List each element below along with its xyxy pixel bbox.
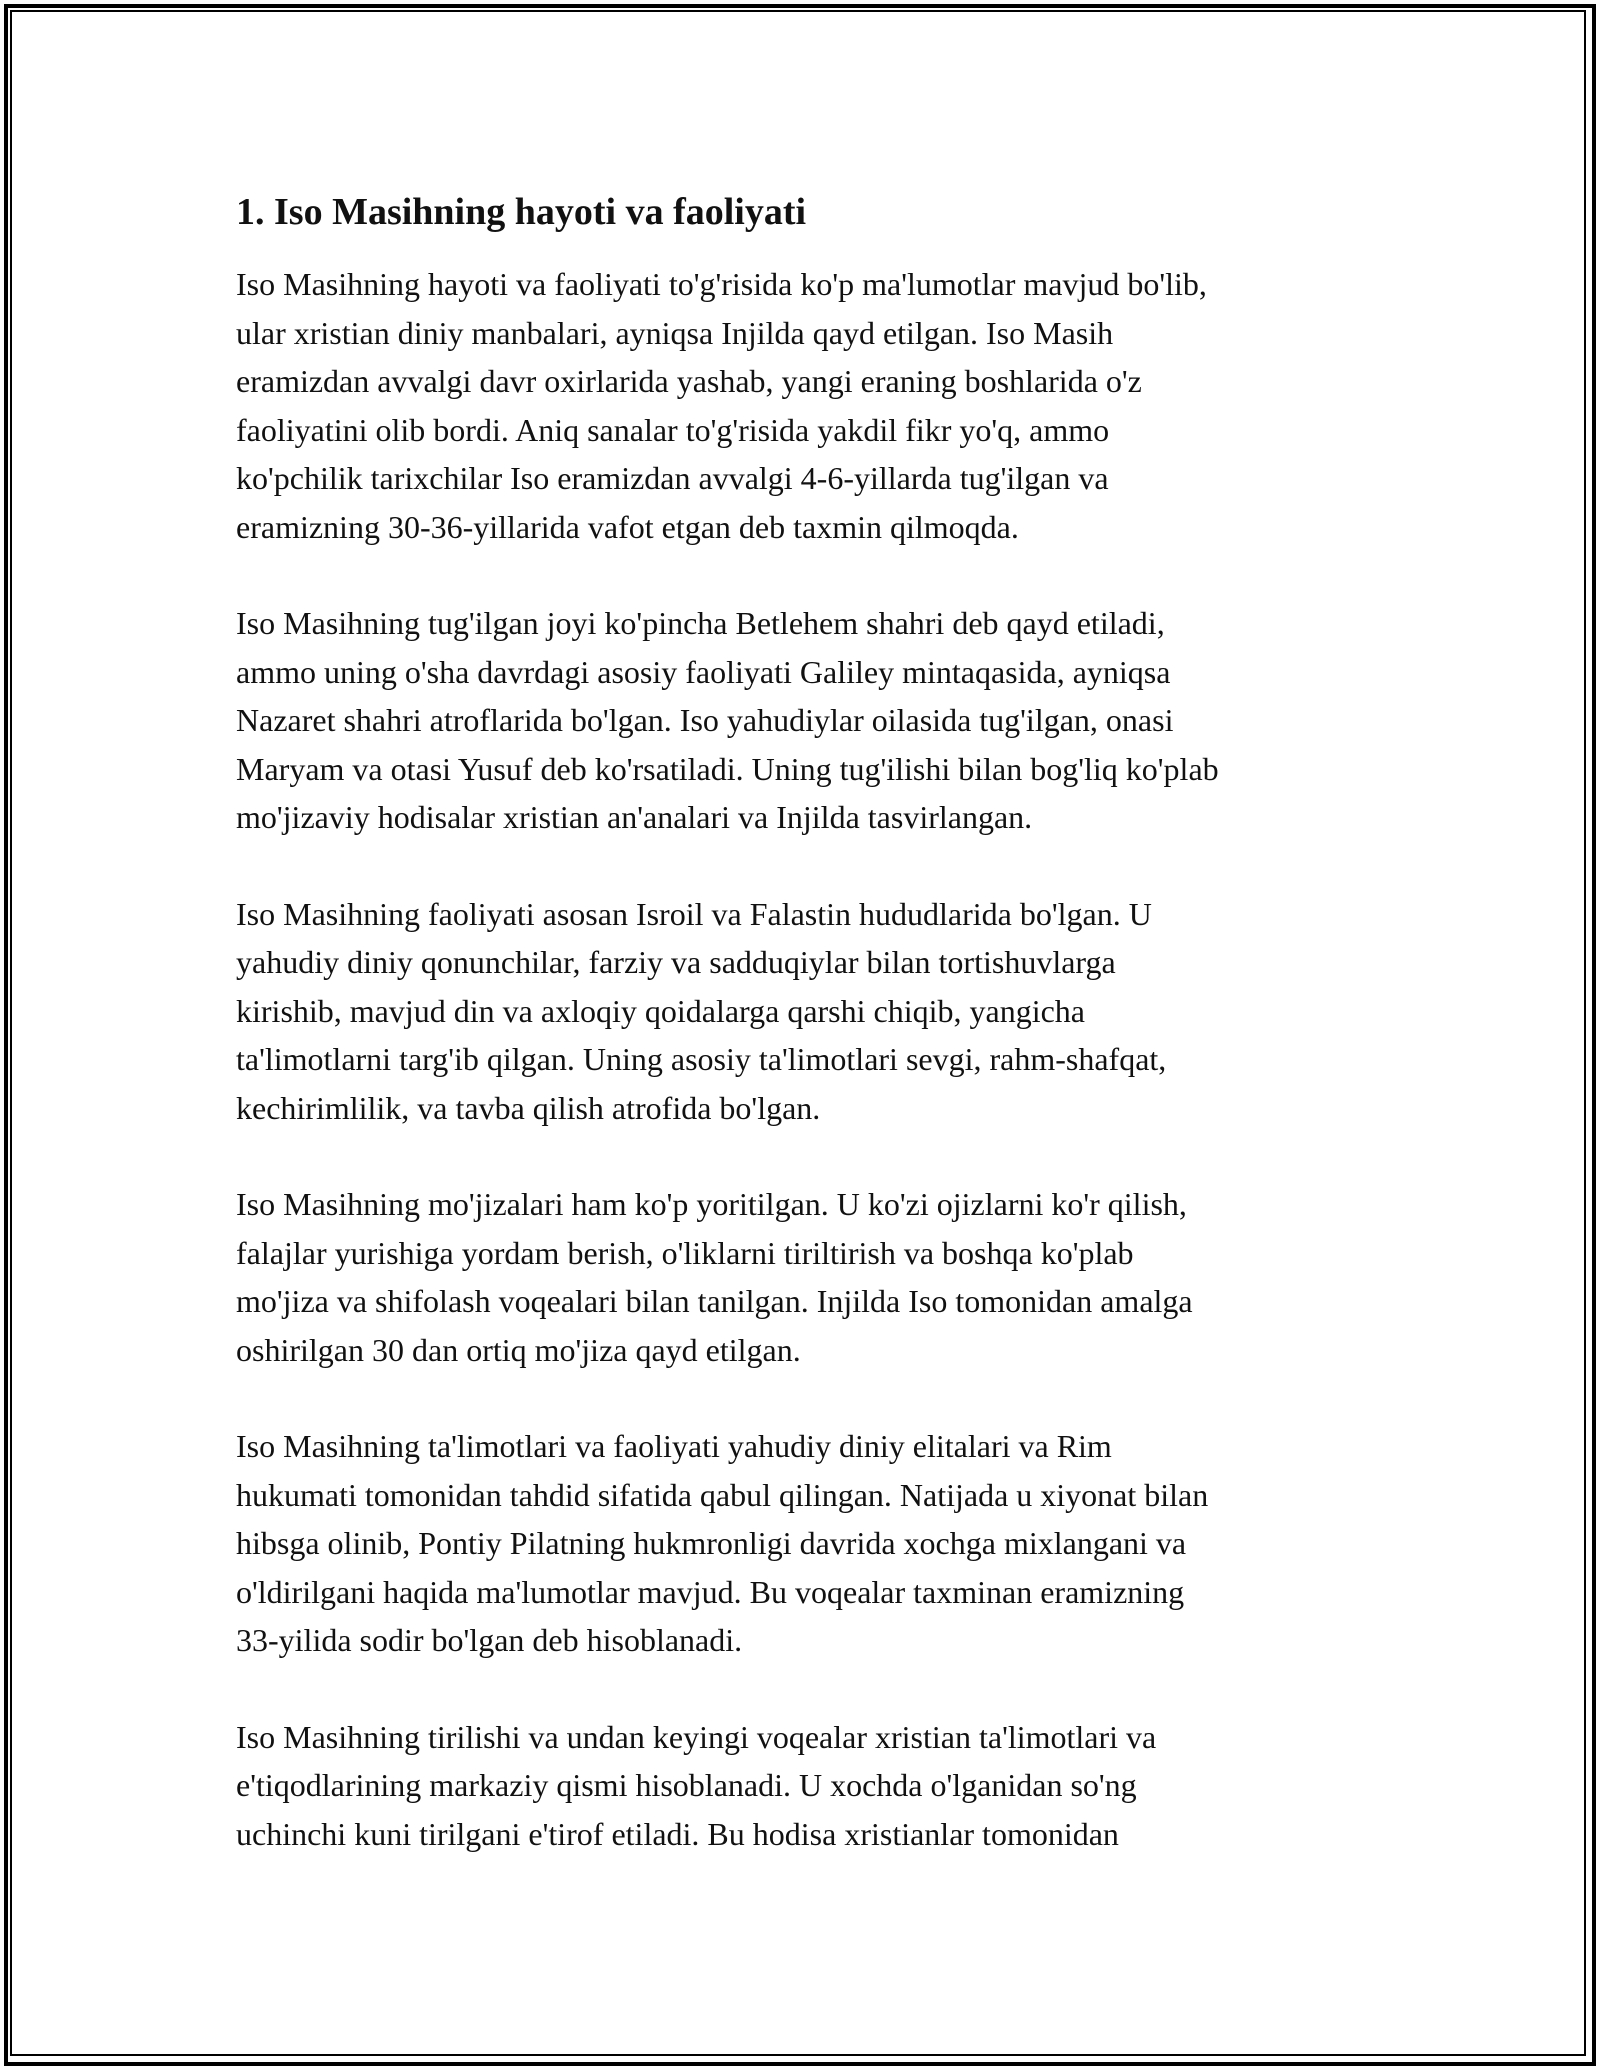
paragraph-2 bbox=[236, 599, 1376, 842]
paragraph-line: eramizning 30-36-yillarida vafot etgan deb taxmin qilmoqda. bbox=[236, 508, 1019, 545]
paragraph-line: 33-yilida sodir bo'lgan deb hisoblanadi. bbox=[236, 1622, 743, 1658]
paragraph-line: ko'pchilik tarixchilar Iso eramizdan avvalgi 4-6-yillarda tug'ilgan va bbox=[236, 460, 1109, 496]
paragraph-6 bbox=[236, 1713, 1376, 1859]
paragraph-line: yahudiy diniy qonunchilar, farziy va sadduqiylar bilan tortishuvlarga bbox=[236, 944, 1116, 980]
paragraph-4 bbox=[236, 1180, 1376, 1374]
paragraph-line: Iso Masihning faoliyati asosan Isroil va Falastin hududlarida bo'lgan. U bbox=[236, 895, 1152, 932]
paragraph-line: Iso Masihning tug'ilgan joyi ko'pincha Betlehem shahri deb qayd etiladi, bbox=[236, 605, 1165, 641]
document-body bbox=[236, 186, 1376, 1906]
paragraph-line: mo'jizaviy hodisalar xristian an'analari va Injilda tasvirlangan. bbox=[236, 799, 1033, 835]
paragraph-line: uchinchi kuni tirilgani e'tirof etiladi. Bu hodisa xristianlar tomonidan bbox=[236, 1815, 1119, 1852]
paragraph-line: ta'limotlarni targ'ib qilgan. Uning asosiy ta'limotlari sevgi, rahm-shafqat, bbox=[236, 1041, 1167, 1077]
paragraph-1 bbox=[236, 260, 1376, 551]
paragraph-line: kechirimlilik, va tavba qilish atrofida bo'lgan. bbox=[236, 1089, 821, 1126]
paragraph-line: e'tiqodlarining markaziy qismi hisoblanadi. U xochda o'lganidan so'ng bbox=[236, 1767, 1137, 1803]
paragraph-3 bbox=[236, 890, 1376, 1133]
paragraph-line: o'ldirilgani haqida ma'lumotlar mavjud. Bu voqealar taxminan eramizning bbox=[236, 1573, 1185, 1610]
paragraph-line: Iso Masihning tirilishi va undan keyingi voqealar xristian ta'limotlari va bbox=[236, 1718, 1157, 1755]
paragraph-line: Maryam va otasi Yusuf deb ko'rsatiladi. Uning tug'ilishi bilan bog'liq ko'plab bbox=[236, 750, 1219, 787]
paragraph-5 bbox=[236, 1422, 1376, 1665]
section-heading: 1. Iso Masihning hayoti va faoliyati bbox=[236, 191, 807, 233]
paragraph-line: ular xristian diniy manbalari, ayniqsa Injilda qayd etilgan. Iso Masih bbox=[236, 314, 1114, 351]
paragraph-line: faoliyatini olib bordi. Aniq sanalar to'g'risida yakdil fikr yo'q, ammo bbox=[236, 411, 1110, 448]
paragraph-line: Nazaret shahri atroflarida bo'lgan. Iso yahudiylar oilasida tug'ilgan, onasi bbox=[236, 702, 1174, 738]
paragraph-line: Iso Masihning hayoti va faoliyati to'g'risida ko'p ma'lumotlar mavjud bo'lib, bbox=[236, 266, 1207, 302]
paragraph-line: eramizdan avvalgi davr oxirlarida yashab, yangi eraning boshlarida o'z bbox=[236, 363, 1142, 399]
paragraph-line: kirishib, mavjud din va axloqiy qoidalarga qarshi chiqib, yangicha bbox=[236, 992, 1085, 1029]
paragraph-line: hukumati tomonidan tahdid sifatida qabul qilingan. Natijada u xiyonat bilan bbox=[236, 1476, 1209, 1513]
paragraph-line: hibsga olinib, Pontiy Pilatning hukmronligi davrida xochga mixlangani va bbox=[236, 1525, 1187, 1561]
paragraph-line: Iso Masihning mo'jizalari ham ko'p yoritilgan. U ko'zi ojizlarni ko'r qilish, bbox=[236, 1186, 1187, 1222]
paragraph-line: Iso Masihning ta'limotlari va faoliyati yahudiy diniy elitalari va Rim bbox=[236, 1428, 1112, 1464]
paragraph-line: ammo uning o'sha davrdagi asosiy faoliyati Galiley mintaqasida, ayniqsa bbox=[236, 653, 1171, 690]
paragraph-line: mo'jiza va shifolash voqealari bilan tanilgan. Injilda Iso tomonidan amalga bbox=[236, 1283, 1193, 1319]
paragraph-line: falajlar yurishiga yordam berish, o'liklarni tiriltirish va boshqa ko'plab bbox=[236, 1234, 1134, 1271]
paragraph-line: oshirilgan 30 dan ortiq mo'jiza qayd etilgan. bbox=[236, 1331, 801, 1368]
